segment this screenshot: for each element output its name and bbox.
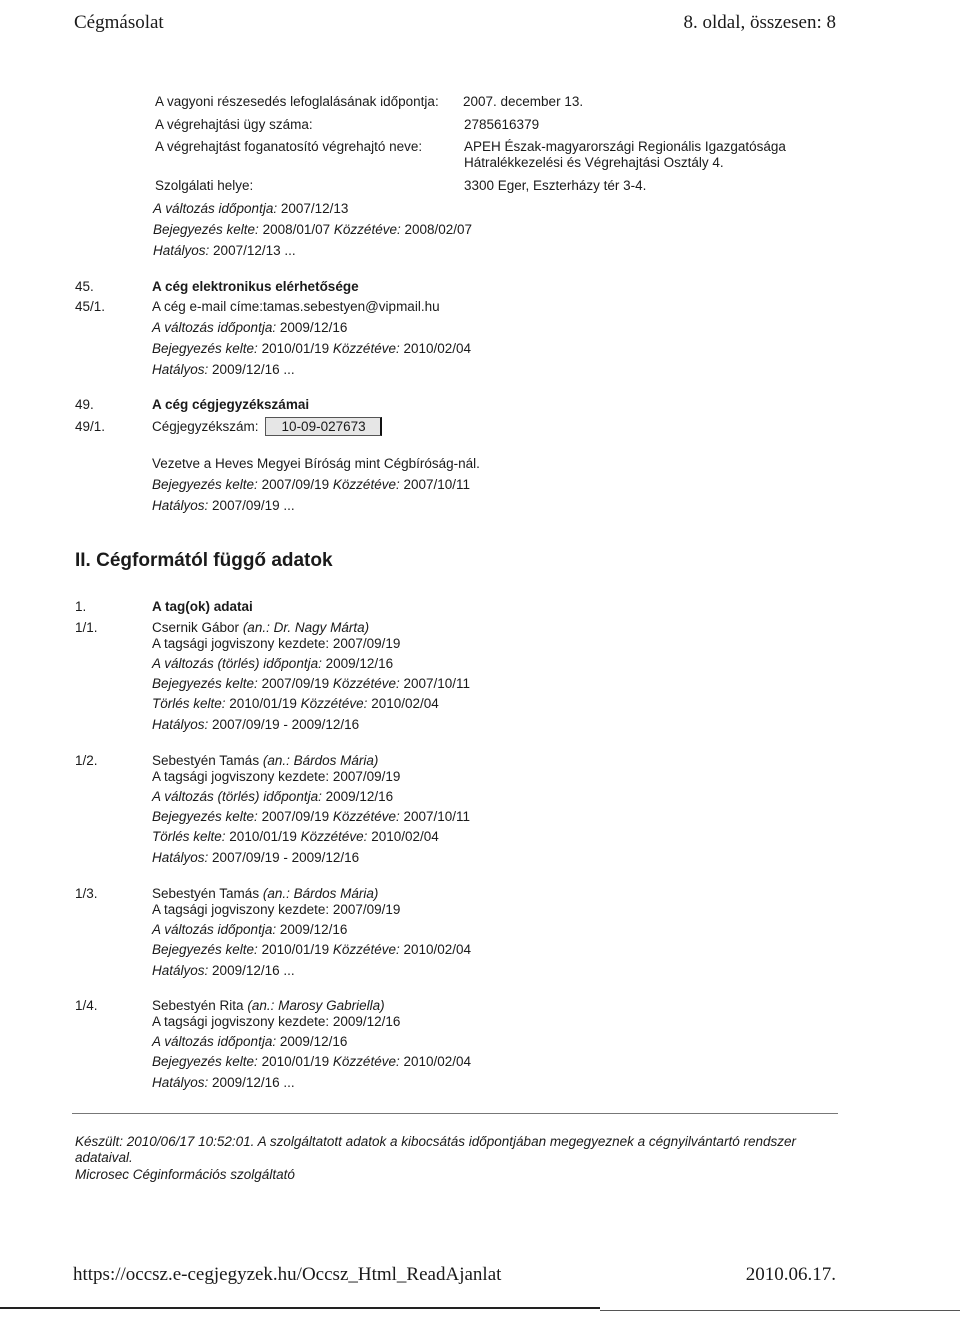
- effective-line: Hatályos: 2007/12/13 ...: [153, 243, 296, 258]
- page-counter: 8. oldal, összesen: 8: [683, 12, 836, 33]
- s49-registration-line: Bejegyezés kelte: 2007/09/19 Közzétéve: 2007/10/11: [152, 477, 471, 492]
- service-place-value: 3300 Eger, Eszterházy tér 3-4.: [464, 178, 647, 193]
- section-49-number: 49.: [75, 397, 94, 412]
- source-url[interactable]: https://occsz.e-cegjegyzek.hu/Occsz_Html_ReadAjanlat: [73, 1264, 502, 1285]
- member-4-change: A változás időpontja: 2009/12/16: [152, 1034, 348, 1049]
- member-4-start: A tagsági jogviszony kezdete: 2009/12/16: [152, 1014, 401, 1029]
- change-line: A változás időpontja: 2007/12/13: [153, 201, 349, 216]
- seizure-date-value: 2007. december 13.: [463, 94, 584, 109]
- section-45-title: A cég elektronikus elérhetősége: [152, 279, 359, 294]
- header-title: Cégmásolat: [74, 12, 164, 33]
- email-line: A cég e-mail címe:tamas.sebestyen@vipmail.hu: [152, 299, 440, 314]
- scan-edge-line-right: [600, 1310, 960, 1311]
- company-reg-line: Cégjegyzékszám: 10-09-027673: [152, 417, 382, 436]
- member-1-registration: Bejegyezés kelte: 2007/09/19 Közzétéve: 2007/10/11: [152, 676, 471, 691]
- court-line: Vezetve a Heves Megyei Bíróság mint Cégbíróság-nál.: [152, 456, 480, 471]
- member-2-effective: Hatályos: 2007/09/19 - 2009/12/16: [152, 850, 360, 865]
- member-1-deletion: Törlés kelte: 2010/01/19 Közzétéve: 2010/02/04: [152, 696, 439, 711]
- member-1-number: 1/1.: [75, 620, 98, 635]
- s45-effective-line: Hatályos: 2009/12/16 ...: [152, 362, 295, 377]
- member-4-name: Sebestyén Rita (an.: Marosy Gabriella): [152, 998, 385, 1013]
- seizure-date-label: A vagyoni részesedés lefoglalásának időpontja:: [155, 94, 439, 109]
- member-2-change: A változás (törlés) időpontja: 2009/12/16: [152, 789, 394, 804]
- member-3-number: 1/3.: [75, 886, 98, 901]
- company-reg-number: 10-09-027673: [265, 417, 382, 436]
- section-49-1-number: 49/1.: [75, 419, 106, 434]
- section-1-number: 1.: [75, 599, 87, 614]
- member-2-name: Sebestyén Tamás (an.: Bárdos Mária): [152, 753, 379, 768]
- member-1-change: A változás (törlés) időpontja: 2009/12/16: [152, 656, 394, 671]
- footer-divider: [72, 1113, 838, 1114]
- member-3-start: A tagsági jogviszony kezdete: 2007/09/19: [152, 902, 401, 917]
- generated-note: Készült: 2010/06/17 10:52:01. A szolgáltatott adatok a kibocsátás időpontjában megegyeznek a cégnyilvántartó rendszer adataival.: [75, 1134, 796, 1165]
- case-number-label: A végrehajtási ügy száma:: [155, 117, 313, 132]
- member-3-registration: Bejegyezés kelte: 2010/01/19 Közzétéve: 2010/02/04: [152, 942, 472, 957]
- member-2-deletion: Törlés kelte: 2010/01/19 Közzétéve: 2010/02/04: [152, 829, 439, 844]
- s45-change-line: A változás időpontja: 2009/12/16: [152, 320, 348, 335]
- member-3-effective: Hatályos: 2009/12/16 ...: [152, 963, 295, 978]
- member-1-effective: Hatályos: 2007/09/19 - 2009/12/16: [152, 717, 360, 732]
- s49-effective-line: Hatályos: 2007/09/19 ...: [152, 498, 295, 513]
- member-2-start: A tagsági jogviszony kezdete: 2007/09/19: [152, 769, 401, 784]
- email-value: tamas.sebestyen@vipmail.hu: [263, 299, 440, 314]
- member-1-name: Csernik Gábor (an.: Dr. Nagy Márta): [152, 620, 370, 635]
- executor-label: A végrehajtást foganatosító végrehajtó neve:: [155, 139, 423, 154]
- member-4-number: 1/4.: [75, 998, 98, 1013]
- s45-registration-line: Bejegyezés kelte: 2010/01/19 Közzétéve: 2010/02/04: [152, 341, 472, 356]
- member-4-registration: Bejegyezés kelte: 2010/01/19 Közzétéve: 2010/02/04: [152, 1054, 472, 1069]
- provider-note: Microsec Céginformációs szolgáltató: [75, 1167, 295, 1182]
- member-3-change: A változás időpontja: 2009/12/16: [152, 922, 348, 937]
- section-45-1-number: 45/1.: [75, 299, 106, 314]
- registration-line: Bejegyezés kelte: 2008/01/07 Közzétéve: 2008/02/07: [153, 222, 473, 237]
- section-2-title: II. Cégformától függő adatok: [75, 550, 333, 571]
- section-1-title: A tag(ok) adatai: [152, 599, 253, 614]
- member-1-start: A tagsági jogviszony kezdete: 2007/09/19: [152, 636, 401, 651]
- print-date: 2010.06.17.: [745, 1264, 836, 1285]
- member-2-registration: Bejegyezés kelte: 2007/09/19 Közzétéve: 2007/10/11: [152, 809, 471, 824]
- service-place-label: Szolgálati helye:: [155, 178, 254, 193]
- member-4-effective: Hatályos: 2009/12/16 ...: [152, 1075, 295, 1090]
- section-45-number: 45.: [75, 279, 94, 294]
- case-number-value: 2785616379: [464, 117, 540, 132]
- executor-value: APEH Észak-magyarországi Regionális Igazgatósága: [464, 139, 786, 154]
- member-2-number: 1/2.: [75, 753, 98, 768]
- executor-value-line2: Hátralékkezelési és Végrehajtási Osztály 4.: [464, 155, 724, 170]
- section-49-title: A cég cégjegyzékszámai: [152, 397, 310, 412]
- scan-edge-line: [0, 1307, 600, 1309]
- member-3-name: Sebestyén Tamás (an.: Bárdos Mária): [152, 886, 379, 901]
